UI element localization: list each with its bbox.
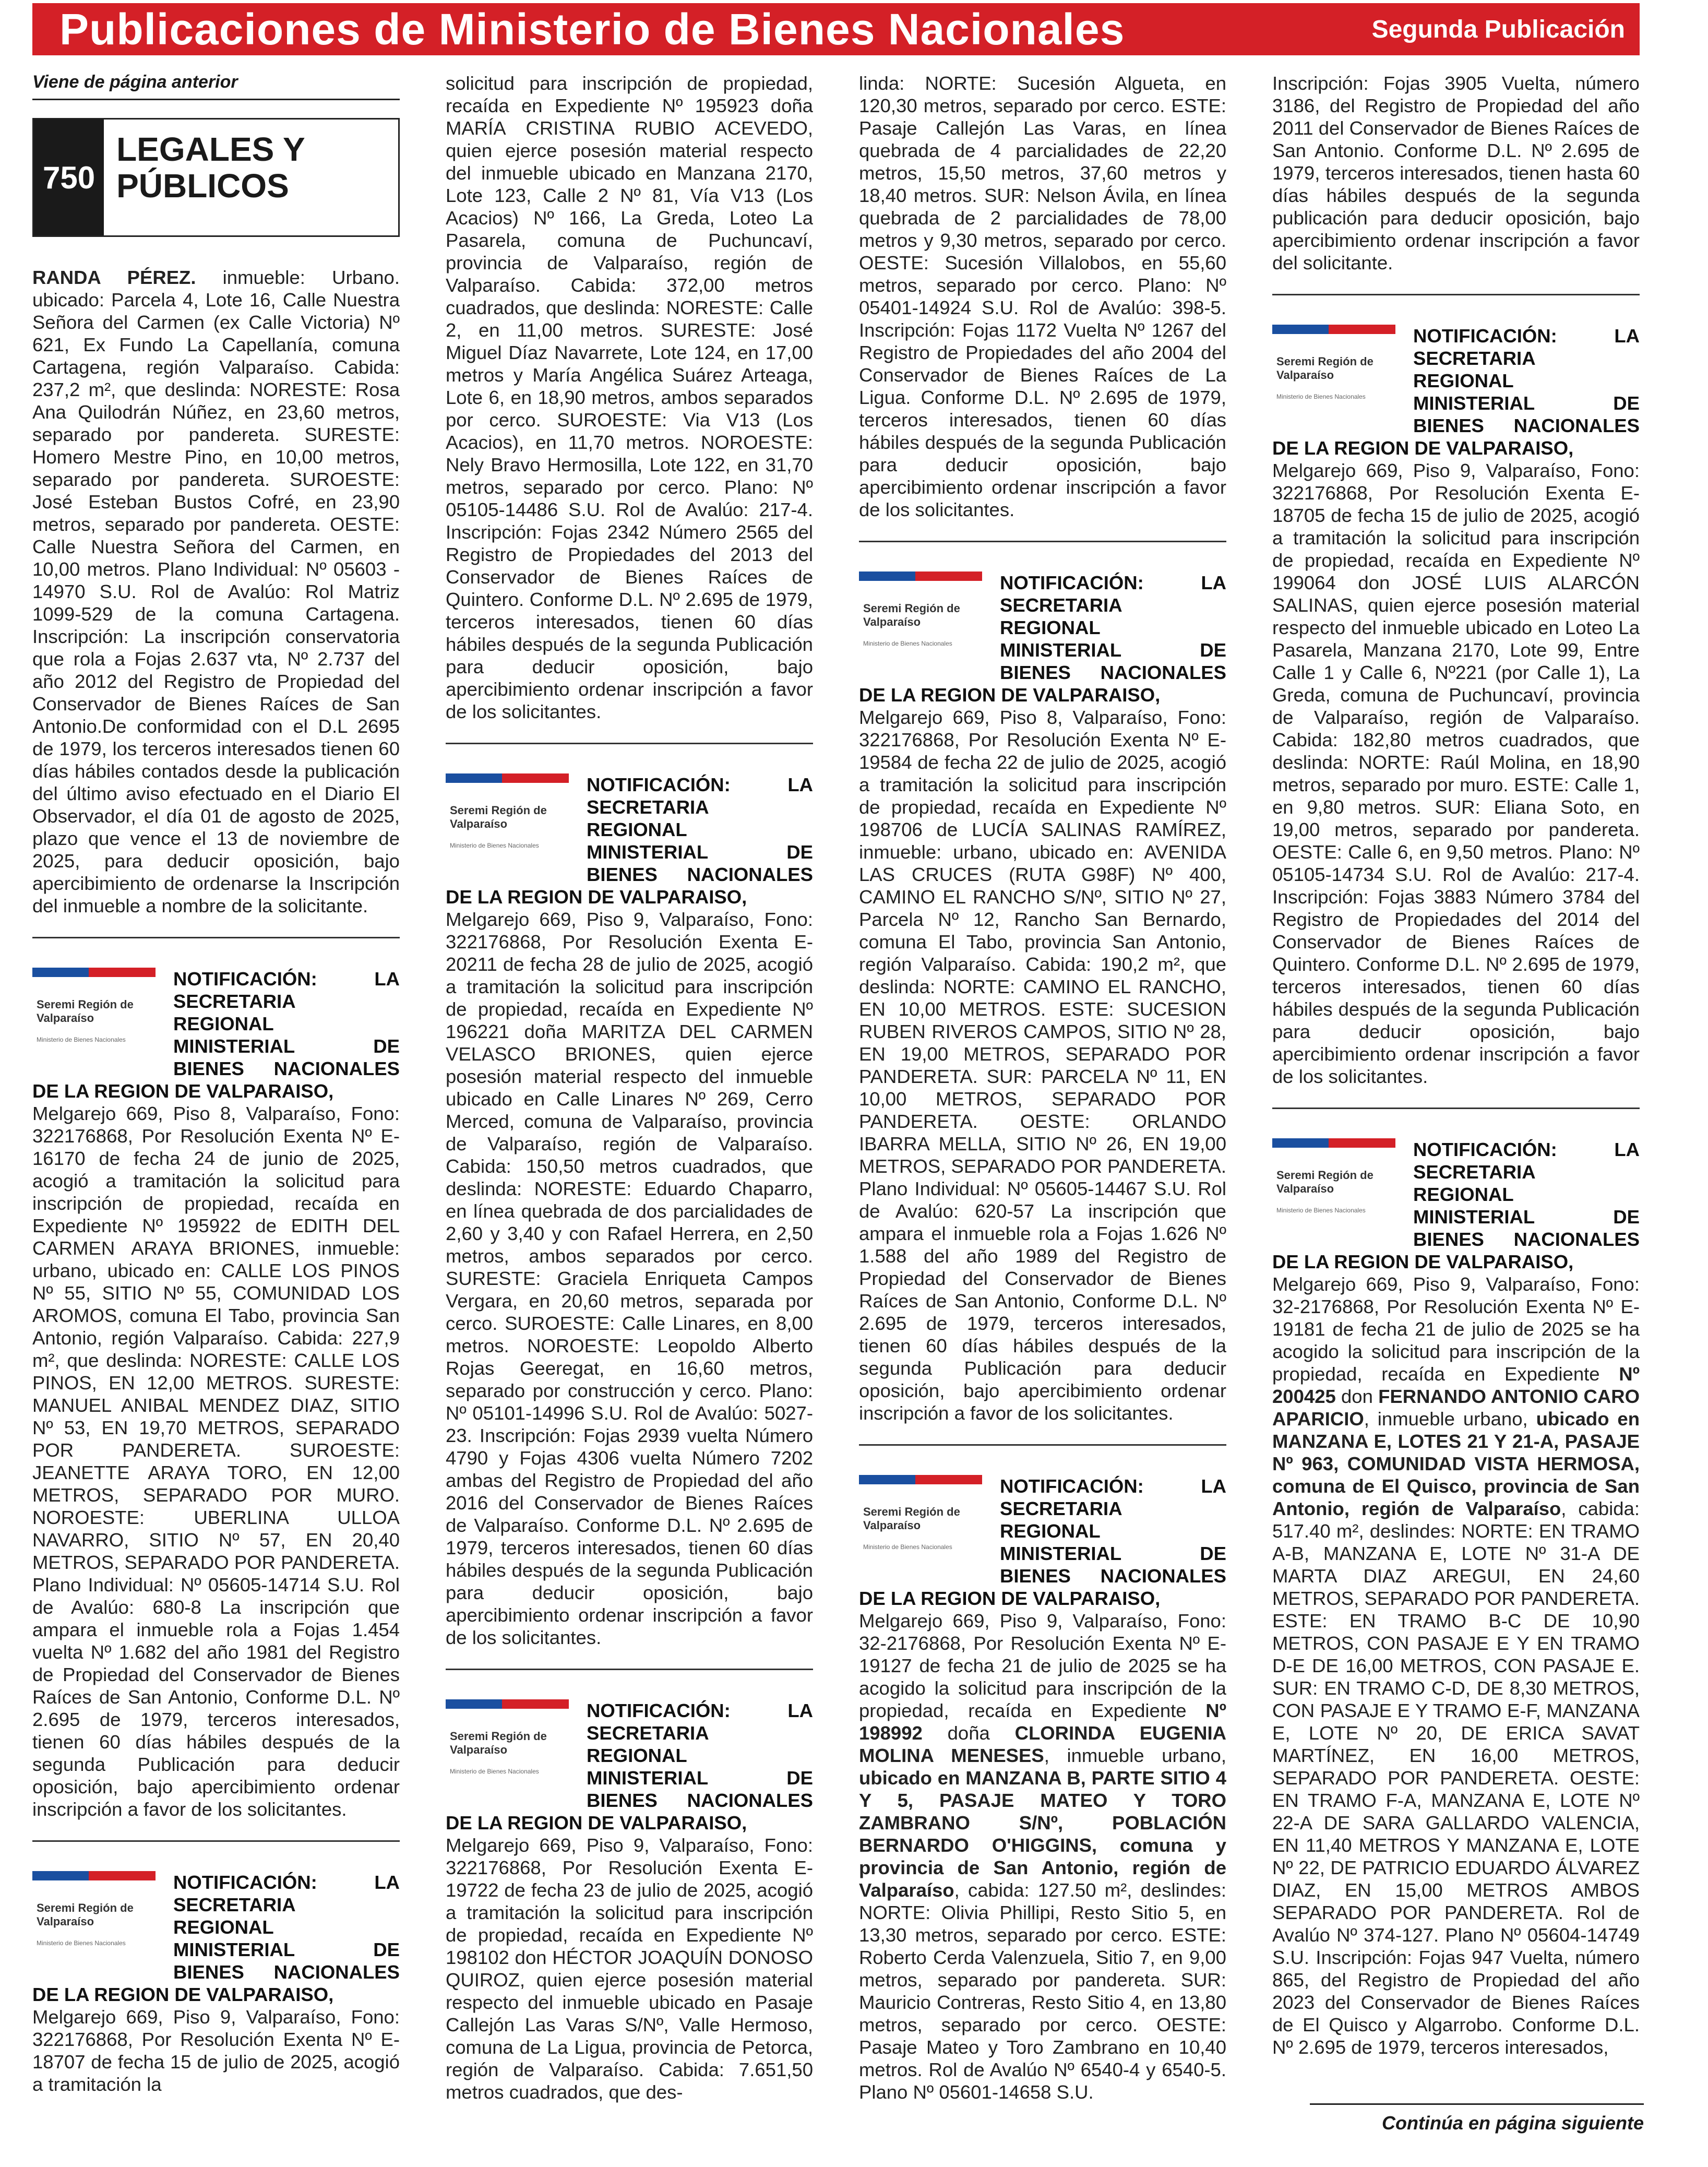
- notice-body: [1272, 1273, 1640, 2058]
- divider: [1272, 1108, 1640, 1109]
- notice: [859, 571, 1226, 1424]
- divider: [32, 1840, 400, 1842]
- section-box: [32, 118, 400, 237]
- notice-body: [859, 1610, 1226, 2103]
- notice-text-part: doña: [922, 1722, 1015, 1744]
- divider: [859, 1444, 1226, 1446]
- notice-title: NOTIFICACIÓN: LA SECRETARIA REGIONAL MINISTERIAL DE BIENES NACIONALES DE LA REGION DE VALPARAISO,: [859, 572, 1226, 706]
- notice-title: NOTIFICACIÓN: LA SECRETARIA REGIONAL MINISTERIAL DE BIENES NACIONALES DE LA REGION DE VALPARAISO,: [32, 968, 400, 1102]
- flag-bar-icon: [1272, 1138, 1395, 1148]
- notice-body: Melgarejo 669, Piso 9, Valparaíso, Fono: 322176868, Por Resolución Exenta E-20211 de fecha 28 de julio de 2025, acogió a tramitación la solicitud para inscripción de propiedad, recaída en Expediente Nº 196221 doña MARITZA DEL CARMEN VELASCO BRIONES, quien ejerce posesión material respecto del inmueble ubicado en Calle Linares Nº 269, Cerro Merced, comuna de Valparaíso, provincia de Valparaíso, región de Valparaíso. Cabida: 150,50 metros cuadrados, que deslinda: NORESTE: Eduardo Chaparro, en línea quebrada de dos parcialidades de 2,60 y 3,40 y con Rafael Herrera, en 2,50 metros, ambos separados por cerco. SURESTE: Graciela Enriqueta Campos Vergara, en 20,60 metros, separada por cerco. SUROESTE: Calle Linares, en 8,00 metros. NOROESTE: Leopoldo Alberto Rojas Geeregat, en 16,60 metros, separado por construcción y cerco. Plano: Nº 05101-14996 S.U. Rol de Avalúo: 5027-23. Inscripción: Fojas 2939 vuelta Número 4790 y Fojas 4306 vuelta Número 7202 ambas del Registro de Propiedad del año 2016 del Conservador de Bienes Raíces de Valparaíso. Conforme D.L. Nº 2.695 de 1979, terceros interesados, tienen 60 días hábiles después de la segunda Publicación para deducir oposición, bajo apercibimiento ordenar inscripción a favor de los solicitantes.: [446, 909, 813, 1648]
- logo-subtext: Ministerio de Bienes Nacionales: [450, 1768, 539, 1775]
- logo-text: Seremi Región de Valparaíso: [863, 1505, 960, 1532]
- logo-text: Seremi Región de Valparaíso: [37, 998, 134, 1025]
- notice: [1272, 1138, 1640, 2058]
- applicant-name: CLORINDA EUGENIA MOLINA MENESES: [859, 1722, 1226, 1766]
- notice-text-part: Melgarejo 669, Piso 9, Valparaíso, Fono: 32-2176868, Por Resolución Exenta Nº E-19127 de fecha 21 de julio de 2025 se ha acogido la solicitud para inscripción de la propiedad, recaída en Expediente: [859, 1610, 1226, 1721]
- notice-title: NOTIFICACIÓN: LA SECRETARIA REGIONAL MINISTERIAL DE BIENES NACIONALES DE LA REGION DE VALPARAISO,: [32, 1872, 400, 2005]
- notice-text-part: , cabida: 127.50 m², deslindes: NORTE: Olivia Phillipi, Resto Sitio 5, en 13,30 metros, separado por cerco. ESTE: Roberto Cerda Valenzuela, Sitio 7, en 9,00 metros, separado por pandereta. SUR: Mauricio Contreras, Resto Sitio 4, en 13,80 metros, separado por cerco. OESTE: Pasaje Mateo y Toro Zambrano en 10,40 metros. Rol de Avalúo Nº 6540-4 y 6540-5. Plano Nº 05601-14658 S.U.: [859, 1879, 1226, 2103]
- divider: [446, 743, 813, 744]
- notice-text: [32, 266, 400, 917]
- notice-title: NOTIFICACIÓN: LA SECRETARIA REGIONAL MINISTERIAL DE BIENES NACIONALES DE LA REGION DE VALPARAISO,: [1272, 325, 1640, 459]
- section-number: 750: [34, 120, 104, 235]
- seremi-logo: [859, 571, 986, 664]
- logo-text: Seremi Región de Valparaíso: [863, 602, 960, 628]
- notice-body: Melgarejo 669, Piso 9, Valparaíso, Fono: 322176868, Por Resolución Exenta E-18705 de fecha 15 de julio de 2025, acogió a tramitación la solicitud para inscripción de propiedad, recaída en Expediente Nº 199064 don JOSÉ LUIS ALARCÓN SALINAS, quien ejerce posesión material respecto del inmueble ubicado en Loteo La Pasarela, Manzana 2170, Lote 99, Entre Calle 1 y Calle 6, Nº221 (por Calle 1), La Greda, comuna de Puchuncaví, provincia de Valparaíso, región de Valparaíso. Cabida: 182,80 metros cuadrados, que deslinda: NORTE: Raúl Molina, en 18,90 metros, separado por muro. ESTE: Calle 1, en 9,80 metros. SUR: Eliana Soto, en 19,00 metros, separado por pandereta. OESTE: Calle 6, en 9,50 metros. Plano: Nº 05105-14734 S.U. Rol de Avalúo: 217-4. Inscripción: Fojas 3883 Número 3784 del Registro de Propiedades del 2014 del Conservador de Bienes Raíces de Quintero. Conforme D.L. Nº 2.695 de 1979, terceros interesados, tienen 60 días hábiles después de la segunda Publicación para deducir oposición, bajo apercibimiento ordenar inscripción a favor de los solicitantes.: [1272, 460, 1640, 1087]
- seremi-logo: [1272, 1138, 1400, 1231]
- continued-from-label: Viene de página anterior: [32, 72, 400, 100]
- notice-body: Melgarejo 669, Piso 8, Valparaíso, Fono: 322176868, Por Resolución Exenta Nº E-19584 de fecha 22 de julio de 2025, acogió a tramitación la solicitud para inscripción de propiedad, recaída en Expediente Nº 198706 de LUCÍA SALINAS RAMÍREZ, inmueble: urbano, ubicado en: AVENIDA LAS CRUCES (RUTA G98F) Nº 400, CAMINO EL RANCHO S/Nº, SITIO Nº 27, Parcela Nº 12, Rancho San Bernardo, comuna El Tabo, provincia San Antonio, región Valparaíso. Cabida: 190,2 m², que deslinda: NORTE: CAMINO EL RANCHO, EN 10,00 METROS. ESTE: SUCESION RUBEN RIVEROS CAMPOS, SITIO Nº 28, EN 19,00 METROS, SEPARADO POR PANDERETA. SUR: PARCELA Nº 11, EN 10,00 METROS, SEPARADO POR PANDERETA. OESTE: ORLANDO IBARRA MELLA, SITIO Nº 26, EN 19,00 METROS, SEPARADO POR PANDERETA. Plano Individual: Nº 05605-14467 S.U. Rol de Avalúo: 620-57 La inscripción que ampara el inmueble rola a Fojas 1.626 Nº 1.588 del año 1989 del Registro de Propiedad del Conservador de Bienes Raíces de San Antonio, Conforme D.L. Nº 2.695 de 1979, terceros interesados, tienen 60 días hábiles después de la segunda Publicación para deducir oposición, bajo apercibimiento ordenar inscripción a favor de los solicitantes.: [859, 707, 1226, 1424]
- logo-subtext: Ministerio de Bienes Nacionales: [37, 1939, 126, 1947]
- expediente-number: Nº 198992: [859, 1700, 1226, 1744]
- notice-body: inmueble: Urbano. ubicado: Parcela 4, Lote 16, Calle Nuestra Señora del Carmen (ex Calle Victoria) Nº 621, Ex Fundo La Capellanía, comuna Cartagena, región Valparaíso. Cabida: 237,2 m², que deslinda: NORESTE: Rosa Ana Quilodrán Núñez, en 23,60 metros, separado por pandereta. SURESTE: Homero Mestre Pino, en 10,00 metros, separado por pandereta. SUROESTE: José Esteban Bustos Cofré, en 23,90 metros, separado por pandereta. OESTE: Calle Nuestra Señora del Carmen, en 10,00 metros. Plano Individual: Nº 05603 - 14970 S.U. Rol de Avalúo: Rol Matriz 1099-529 de la comuna Cartagena. Inscripción: La inscripción conservatoria que rola a Fojas 2.637 vta, Nº 2.737 del año 2012 del Registro de Propiedad del Conservador de Bienes Raíces de San Antonio.De conformidad con el D.L 2695 de 1979, los terceros interesados tienen 60 días hábiles contados desde la publicación del último aviso efectuado en el Diario El Observador, el día 01 de agosto de 2025, plazo que vence el 13 de noviembre de 2025, para deducir oposición, bajo apercibimiento de ordenarse la Inscripción del inmueble a nombre de la solicitante.: [32, 267, 400, 916]
- column-3: [859, 72, 1226, 2108]
- notice-text-part: , cabida: 517.40 m², deslindes: NORTE: EN TRAMO A-B, MANZANA E, LOTE Nº 31-A DE MARTA DIAZ AREGUI, EN 24,60 METROS, SEPARADO POR PANDERETA. ESTE: EN TRAMO B-C DE 10,90 METROS, CON PASAJE E Y EN TRAMO D-E DE 16,00 METROS, CON PASAJE E. SUR: EN TRAMO C-D, DE 8,30 METROS, CON PASAJE E Y TRAMO E-F, MANZANA E, LOTE Nº 20, DE ERICA SAVAT MARTÍNEZ, EN 16,00 METROS, SEPARADO POR PANDERETA. OESTE: EN TRAMO F-A, MANZANA E, LOTE Nº 22-A DE SARA GALLARDO VALENCIA, EN 11,40 METROS Y MANZANA E, LOTE Nº 22, DE PATRICIO EDUARDO ÁLVAREZ DIAZ, EN 15,00 METROS AMBOS SEPARADO POR PANDERETA. Rol de Avalúo Nº 374-127. Plano Nº 05604-14749 S.U. Inscripción: Fojas 947 Vuelta, número 865, del Registro de Propiedad del año 2023 del Conservador de Bienes Raíces de El Quisco y Algarrobo. Conforme D.L. Nº 2.695 de 1979, terceros interesados,: [1272, 1498, 1640, 2058]
- notice-body: Melgarejo 669, Piso 8, Valparaíso, Fono: 322176868, Por Resolución Exenta Nº E-16170 de fecha 24 de junio de 2025, acogió a tramitación la solicitud para inscripción de propiedad, recaída en Expediente Nº 195922 de EDITH DEL CARMEN ARAYA BRIONES, inmueble: urbano, ubicado en: CALLE LOS PINOS Nº 55, SITIO Nº 55, COMUNIDAD LOS AROMOS, comuna El Tabo, provincia San Antonio, región Valparaíso. Cabida: 227,9 m², que deslinda: NORESTE: CALLE LOS PINOS, EN 12,00 METROS. SURESTE: MANUEL ANIBAL MENDEZ DIAZ, SITIO Nº 53, EN 19,70 METROS, SEPARADO POR PANDERETA. SUROESTE: JEANETTE ARAYA TORO, EN 12,00 METROS, SEPARADO POR MURO. NOROESTE: UBERLINA ULLOA NAVARRO, SITIO Nº 57, EN 20,40 METROS, SEPARADO POR PANDERETA. Plano Individual: Nº 05605-14714 S.U. Rol de Avalúo: 680-8 La inscripción que ampara el inmueble rola a Fojas 1.454 vuelta Nº 1.682 del año 1981 del Registro de Propiedad del Conservador de Bienes Raíces de San Antonio, Conforme D.L. Nº 2.695 de 1979, terceros interesados, tienen 60 días hábiles después de la segunda Publicación para deducir oposición, bajo apercibimiento ordenar inscripción a favor de los solicitantes.: [32, 1103, 400, 1820]
- flag-bar-icon: [859, 1475, 982, 1484]
- seremi-logo: [1272, 325, 1400, 418]
- column-1: [32, 72, 400, 2108]
- edition-label: Segunda Publicación: [1371, 15, 1625, 43]
- notice-title: NOTIFICACIÓN: LA SECRETARIA REGIONAL MINISTERIAL DE BIENES NACIONALES DE LA REGION DE VALPARAISO,: [1272, 1139, 1640, 1272]
- divider: [859, 541, 1226, 542]
- notice: [32, 1871, 400, 2095]
- flag-bar-icon: [446, 773, 569, 783]
- header-title: Publicaciones de Ministerio de Bienes Nacionales: [59, 4, 1125, 54]
- notice-text-part: don: [1335, 1386, 1379, 1407]
- flag-bar-icon: [32, 1871, 156, 1880]
- seremi-logo: [446, 1699, 573, 1792]
- flag-bar-icon: [32, 968, 156, 977]
- notice-body: Melgarejo 669, Piso 9, Valparaíso, Fono: 322176868, Por Resolución Exenta Nº E-18707 de fecha 15 de julio de 2025, acogió a tramitación la: [32, 2006, 400, 2095]
- notice: [859, 1475, 1226, 2103]
- notice-text-part: Melgarejo 669, Piso 9, Valparaíso, Fono: 32-2176868, Por Resolución Exenta Nº E-19181 de fecha 21 de julio de 2025 se ha acogido la solicitud para inscripción de la propiedad, recaída en Expediente: [1272, 1273, 1640, 1385]
- notice-title: NOTIFICACIÓN: LA SECRETARIA REGIONAL MINISTERIAL DE BIENES NACIONALES DE LA REGION DE VALPARAISO,: [446, 774, 813, 908]
- logo-text: Seremi Región de Valparaíso: [1276, 355, 1373, 382]
- seremi-logo: [32, 968, 160, 1061]
- notice: [446, 773, 813, 1649]
- logo-subtext: Ministerio de Bienes Nacionales: [1276, 1207, 1366, 1214]
- notice-title: NOTIFICACIÓN: LA SECRETARIA REGIONAL MINISTERIAL DE BIENES NACIONALES DE LA REGION DE VALPARAISO,: [446, 1700, 813, 1833]
- logo-text: Seremi Región de Valparaíso: [450, 1730, 547, 1756]
- flag-bar-icon: [1272, 325, 1395, 334]
- notice-body: linda: NORTE: Sucesión Algueta, en 120,30 metros, separado por cerco. ESTE: Pasaje Callejón Las Varas, en línea quebrada de 4 parcialidades de 22,20 metros, 15,50 metros, 37,60 metros y 18,40 metros. SUR: Nelson Ávila, en línea quebrada de 2 parcialidades de 78,00 metros y 9,30 metros, separado por cerco. OESTE: Sucesión Villalobos, en 55,60 metros, separado por cerco. Plano: Nº 05401-14924 S.U. Rol de Avalúo: 398-5. Inscripción: Fojas 1172 Vuelta Nº 1267 del Registro de Propiedades del año 2004 del Conservador de Bienes Raíces de La Ligua. Conforme D.L. Nº 2.695 de 1979, terceros interesados, tienen 60 días hábiles después de la segunda Publicación para deducir oposición, bajo apercibimiento ordenar inscripción a favor de los solicitantes.: [859, 73, 1226, 520]
- logo-subtext: Ministerio de Bienes Nacionales: [863, 640, 952, 647]
- column-4: [1272, 72, 1640, 2108]
- notice-name: RANDA PÉREZ.: [32, 267, 196, 288]
- notice-body: Inscripción: Fojas 3905 Vuelta, número 3186, del Registro de Propiedad del año 2011 del Conservador de Bienes Raíces de San Antonio. Conforme D.L. Nº 2.695 de 1979, terceros interesados, tienen hasta 60 días hábiles después de la segunda publicación para deducir oposición, bajo apercibimiento ordenar inscripción a favor del solicitante.: [1272, 73, 1640, 273]
- seremi-logo: [32, 1871, 160, 1964]
- property-location: ubicado en MANZANA E, LOTES 21 Y 21-A, PASAJE Nº 963, COMUNIDAD VISTA HERMOSA, comuna de El Quisco, provincia de San Antonio, región de Valparaíso: [1272, 1408, 1640, 1519]
- divider: [446, 1669, 813, 1670]
- logo-text: Seremi Región de Valparaíso: [37, 1901, 134, 1928]
- page-header: [32, 3, 1640, 55]
- column-2: [446, 72, 813, 2108]
- logo-text: Seremi Región de Valparaíso: [1276, 1169, 1373, 1195]
- applicant-name: FERNANDO ANTONIO CARO APARICIO: [1272, 1386, 1640, 1430]
- divider: [32, 937, 400, 938]
- columns: [32, 72, 1640, 2108]
- logo-text: Seremi Región de Valparaíso: [450, 804, 547, 830]
- notice: [1272, 325, 1640, 1088]
- notice: [32, 968, 400, 1820]
- section-name: LEGALES Y PÚBLICOS: [116, 130, 305, 205]
- flag-bar-icon: [859, 571, 982, 581]
- notice-body: Melgarejo 669, Piso 9, Valparaíso, Fono: 322176868, Por Resolución Exenta E-19722 de fecha 23 de julio de 2025, acogió a tramitación la solicitud para inscripción de propiedad, recaída en Expediente Nº 198102 don HÉCTOR JOAQUÍN DONOSO QUIROZ, quien ejerce posesión material respecto del inmueble ubicado en Pasaje Callejón Las Varas S/Nº, Valle Hermoso, comuna de La Ligua, provincia de Petorca, región de Valparaíso. Cabida: 7.651,50 metros cuadrados, que des-: [446, 1835, 813, 2103]
- divider: [1272, 294, 1640, 295]
- flag-bar-icon: [446, 1699, 569, 1709]
- expediente-number: Nº 200425: [1272, 1363, 1640, 1407]
- notice-body: solicitud para inscripción de propiedad, recaída en Expediente Nº 195923 doña MARÍA CRISTINA RUBIO ACEVEDO, quien ejerce posesión material respecto del inmueble ubicado en Manzana 2170, Lote 123, Calle 2 Nº 81, Vía V13 (Los Acacios) Nº 166, La Greda, Loteo La Pasarela, comuna de Puchuncaví, provincia de Valparaíso, región de Valparaíso. Cabida: 372,00 metros cuadrados, que deslinda: NORESTE: Calle 2, en 11,00 metros. SURESTE: José Miguel Díaz Navarrete, Lote 124, en 17,00 metros y María Angélica Suárez Arteaga, Lote 6, en 18,90 metros, ambos separados por cerco. SUROESTE: Via V13 (Los Acacios), en 11,70 metros. NOROESTE: Nely Bravo Hermosilla, Lote 122, en 31,70 metros, separado por cerco. Plano: Nº 05105-14486 S.U. Rol de Avalúo: 217-4. Inscripción: Fojas 2342 Número 2565 del Registro de Propiedades del 2013 del Conservador de Bienes Raíces de Quintero. Conforme D.L. Nº 2.695 de 1979, terceros interesados, tienen 60 días hábiles después de la segunda Publicación para deducir oposición, bajo apercibimiento ordenar inscripción a favor de los solicitantes.: [446, 73, 813, 722]
- logo-subtext: Ministerio de Bienes Nacionales: [863, 1543, 952, 1551]
- notice-text-part: , inmueble urbano,: [1364, 1408, 1536, 1430]
- continued-on-label: Continúa en página siguiente: [1310, 2103, 1644, 2134]
- notice-title: NOTIFICACIÓN: LA SECRETARIA REGIONAL MINISTERIAL DE BIENES NACIONALES DE LA REGION DE VALPARAISO,: [859, 1475, 1226, 1609]
- logo-subtext: Ministerio de Bienes Nacionales: [37, 1036, 126, 1043]
- logo-subtext: Ministerio de Bienes Nacionales: [1276, 393, 1366, 400]
- seremi-logo: [446, 773, 573, 866]
- seremi-logo: [859, 1475, 986, 1568]
- logo-subtext: Ministerio de Bienes Nacionales: [450, 842, 539, 849]
- notice-text-part: , inmueble urbano,: [1044, 1745, 1226, 1766]
- notice: [446, 1699, 813, 2103]
- property-location: ubicado en MANZANA B, PARTE SITIO 4 Y 5, PASAJE MATEO Y TORO ZAMBRANO S/Nº, POBLACIÓN BERNARDO O'HIGGINS, comuna y provincia de San Antonio, región de Valparaíso: [859, 1767, 1226, 1901]
